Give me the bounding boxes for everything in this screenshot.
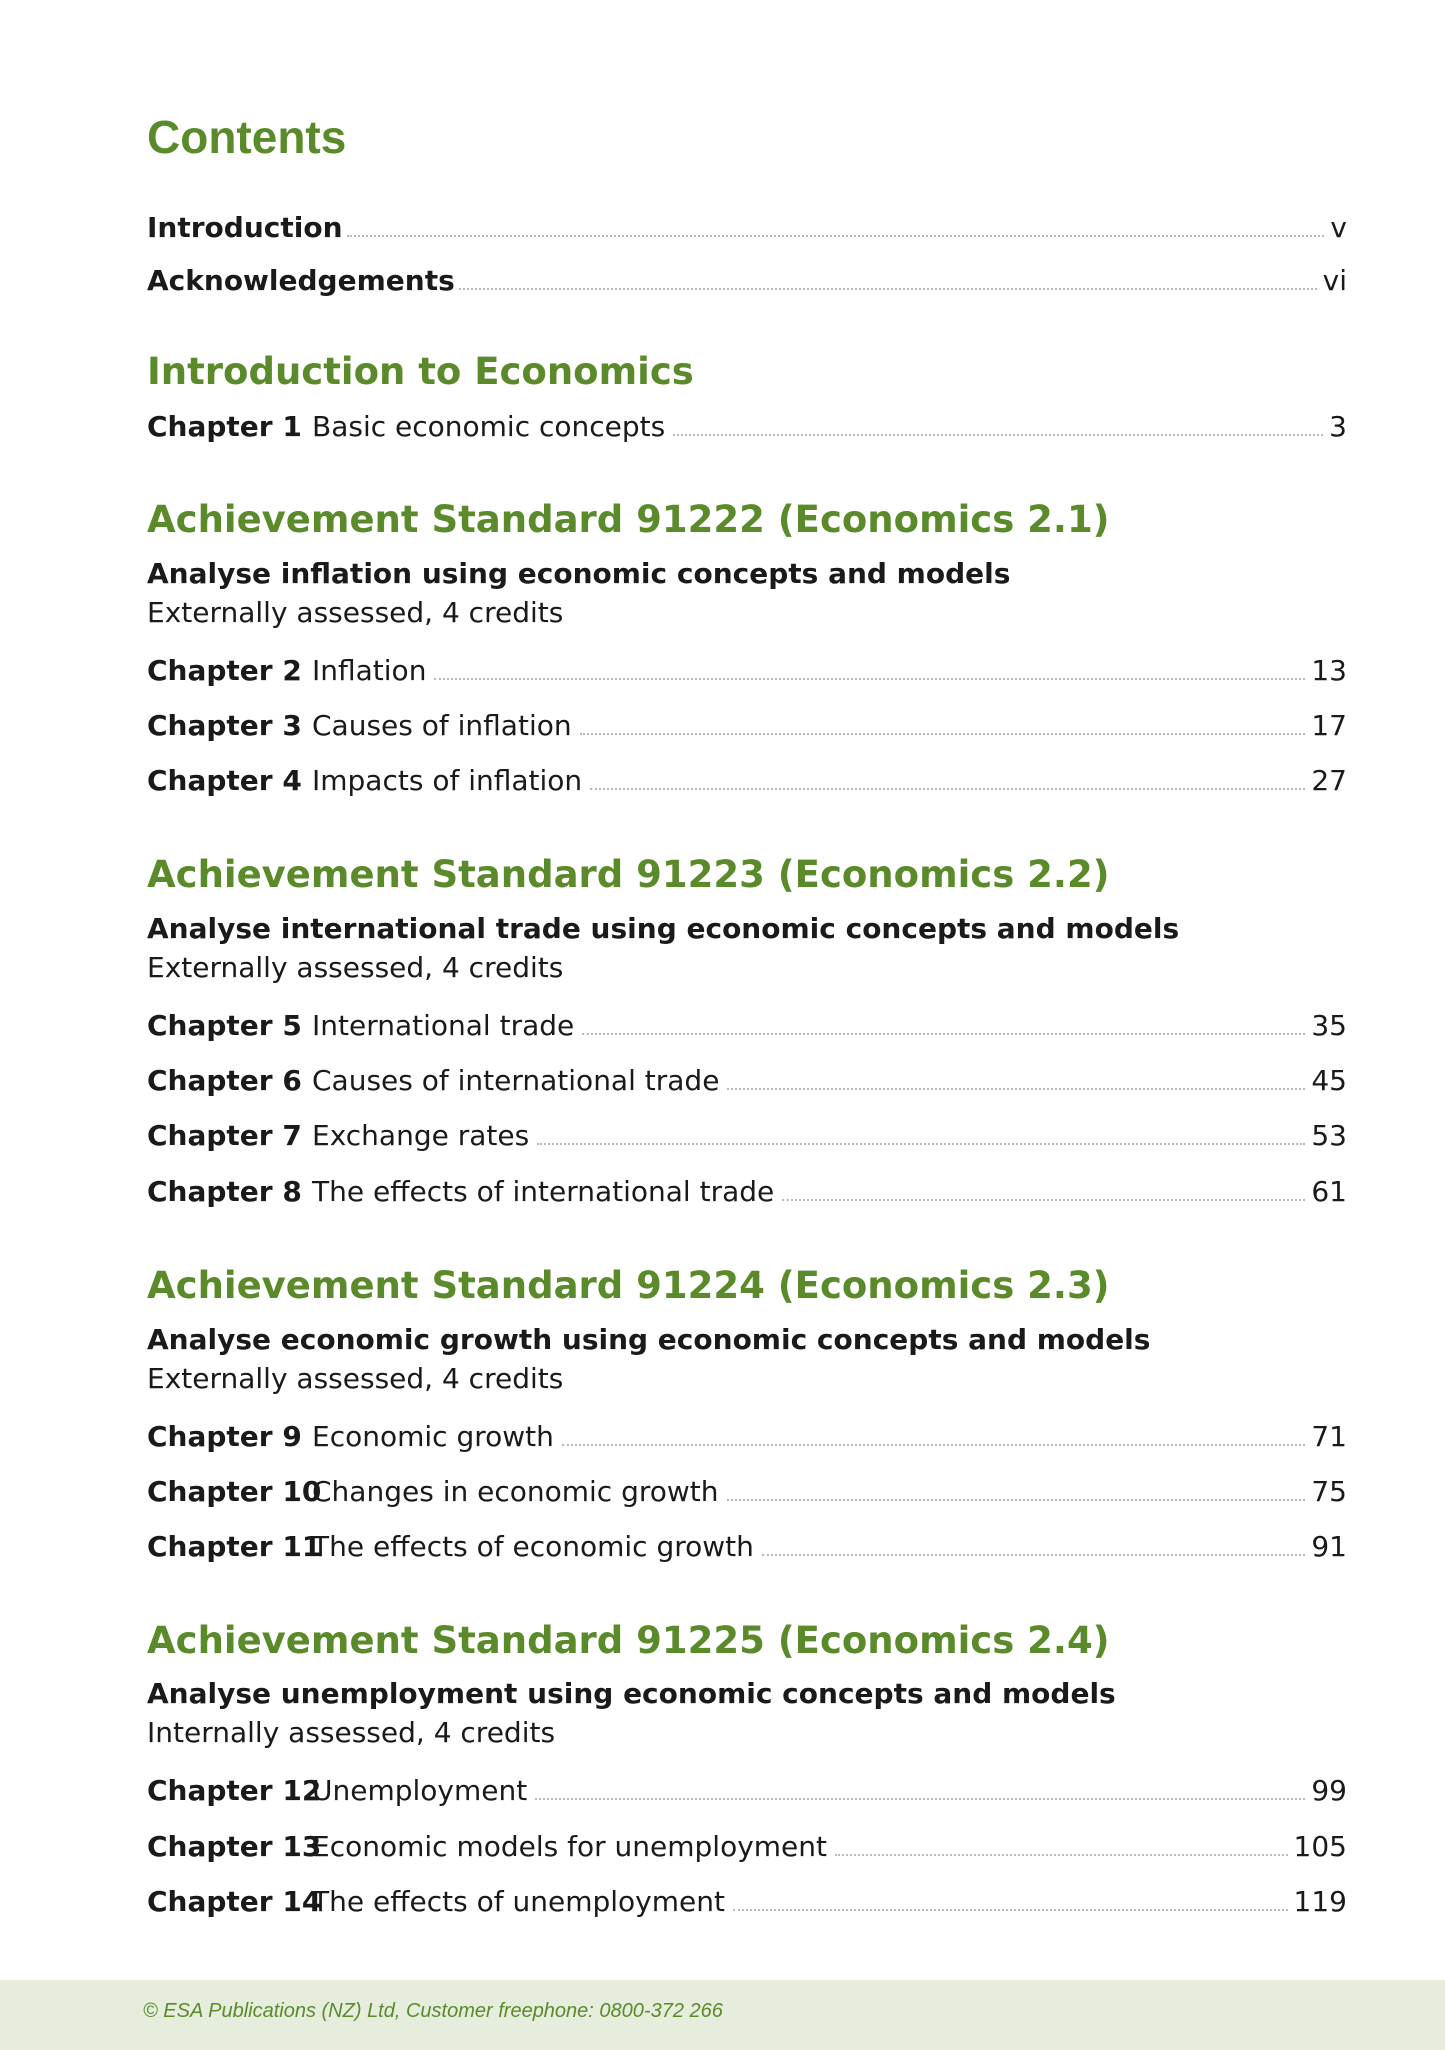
dot-leader: [347, 235, 1325, 237]
dot-leader: [590, 788, 1305, 790]
section-heading: Achievement Standard 91224 (Economics 2.3): [147, 1264, 1110, 1307]
toc-entry-chapter[interactable]: [147, 1474, 1347, 1510]
page-number: 13: [1311, 654, 1347, 687]
toc-entry-chapter[interactable]: [147, 1529, 1347, 1565]
assessment-note: Externally assessed, 4 credits: [147, 596, 564, 629]
toc-entry-chapter[interactable]: [147, 1419, 1347, 1455]
chapter-title: Basic economic concepts: [312, 410, 666, 443]
chapter-number: Chapter 2: [147, 654, 302, 687]
page-number: 17: [1311, 709, 1347, 742]
chapter-title: Changes in economic growth: [312, 1475, 719, 1508]
chapter-number: Chapter 10: [147, 1475, 322, 1508]
section-heading: Achievement Standard 91222 (Economics 2.1): [147, 498, 1110, 541]
chapter-title: Inflation: [312, 654, 427, 687]
toc-entry-chapter[interactable]: [147, 1063, 1347, 1099]
chapter-number: Chapter 7: [147, 1119, 302, 1152]
chapter-title: Exchange rates: [312, 1119, 530, 1152]
chapter-title: The effects of unemployment: [312, 1885, 725, 1918]
dot-leader: [582, 1033, 1305, 1035]
chapter-number: Chapter 5: [147, 1009, 302, 1042]
chapter-number: Chapter 1: [147, 410, 302, 443]
page-number: 99: [1311, 1774, 1347, 1807]
page-number: 75: [1311, 1475, 1347, 1508]
chapter-number: Chapter 9: [147, 1420, 302, 1453]
chapter-number: Chapter 4: [147, 764, 302, 797]
toc-entry-chapter[interactable]: [147, 708, 1347, 744]
page-number: 27: [1311, 764, 1347, 797]
page-number: 119: [1293, 1885, 1347, 1918]
chapter-title: Economic growth: [312, 1420, 554, 1453]
page-number: 91: [1311, 1530, 1347, 1563]
section-heading: Achievement Standard 91223 (Economics 2.2): [147, 853, 1110, 896]
chapter-title: Impacts of inflation: [312, 764, 583, 797]
dot-leader: [762, 1554, 1305, 1556]
chapter-title: Unemployment: [312, 1774, 528, 1807]
section-subtitle: Analyse inflation using economic concepts and models: [147, 557, 1011, 590]
section-heading: Achievement Standard 91225 (Economics 2.4): [147, 1619, 1110, 1662]
assessment-note: Externally assessed, 4 credits: [147, 1362, 564, 1395]
toc-entry-introduction[interactable]: [147, 210, 1347, 246]
page-number: 61: [1311, 1175, 1347, 1208]
toc-entry-chapter[interactable]: [147, 1773, 1347, 1809]
toc-entry-chapter[interactable]: [147, 653, 1347, 689]
page-number: 105: [1293, 1830, 1347, 1863]
dot-leader: [727, 1088, 1305, 1090]
entry-label: Introduction: [147, 211, 343, 244]
chapter-number: Chapter 11: [147, 1530, 322, 1563]
footer-copyright: © ESA Publications (NZ) Ltd, Customer freephone: 0800-372 266: [143, 2000, 723, 2022]
page-number: 45: [1311, 1064, 1347, 1097]
chapter-title: Causes of inflation: [312, 709, 572, 742]
page-number: 35: [1311, 1009, 1347, 1042]
dot-leader: [733, 1909, 1288, 1911]
dot-leader: [580, 733, 1306, 735]
section-subtitle: Analyse unemployment using economic concepts and models: [147, 1677, 1116, 1710]
dot-leader: [835, 1854, 1288, 1856]
dot-leader: [673, 434, 1323, 436]
assessment-note: Internally assessed, 4 credits: [147, 1716, 556, 1749]
page-number: v: [1330, 211, 1347, 244]
dot-leader: [727, 1499, 1306, 1501]
toc-entry-chapter[interactable]: [147, 409, 1347, 445]
dot-leader: [782, 1199, 1305, 1201]
toc-entry-chapter[interactable]: [147, 1884, 1347, 1920]
dot-leader: [459, 288, 1317, 290]
chapter-number: Chapter 13: [147, 1830, 322, 1863]
dot-leader: [562, 1444, 1305, 1446]
chapter-title: The effects of economic growth: [312, 1530, 754, 1563]
section-subtitle: Analyse economic growth using economic concepts and models: [147, 1323, 1151, 1356]
toc-entry-chapter[interactable]: [147, 763, 1347, 799]
toc-entry-chapter[interactable]: [147, 1118, 1347, 1154]
chapter-title: Economic models for unemployment: [312, 1830, 827, 1863]
chapter-title: The effects of international trade: [312, 1175, 775, 1208]
chapter-number: Chapter 12: [147, 1774, 322, 1807]
page-number: vi: [1322, 264, 1347, 297]
dot-leader: [537, 1143, 1305, 1145]
toc-entry-chapter[interactable]: [147, 1829, 1347, 1865]
chapter-number: Chapter 6: [147, 1064, 302, 1097]
assessment-note: Externally assessed, 4 credits: [147, 951, 564, 984]
page-number: 53: [1311, 1119, 1347, 1152]
page-number: 3: [1329, 410, 1347, 443]
section-subtitle: Analyse international trade using economic concepts and models: [147, 912, 1180, 945]
toc-entry-chapter[interactable]: [147, 1174, 1347, 1210]
toc-entry-chapter[interactable]: [147, 1008, 1347, 1044]
chapter-number: Chapter 14: [147, 1885, 322, 1918]
section-heading: Introduction to Economics: [147, 350, 694, 393]
dot-leader: [434, 678, 1305, 680]
chapter-title: International trade: [312, 1009, 575, 1042]
page-title: Contents: [147, 111, 347, 163]
dot-leader: [535, 1798, 1305, 1800]
toc-entry-acknowledgements[interactable]: [147, 263, 1347, 299]
chapter-number: Chapter 3: [147, 709, 302, 742]
chapter-number: Chapter 8: [147, 1175, 302, 1208]
page-number: 71: [1311, 1420, 1347, 1453]
chapter-title: Causes of international trade: [312, 1064, 720, 1097]
entry-label: Acknowledgements: [147, 264, 455, 297]
